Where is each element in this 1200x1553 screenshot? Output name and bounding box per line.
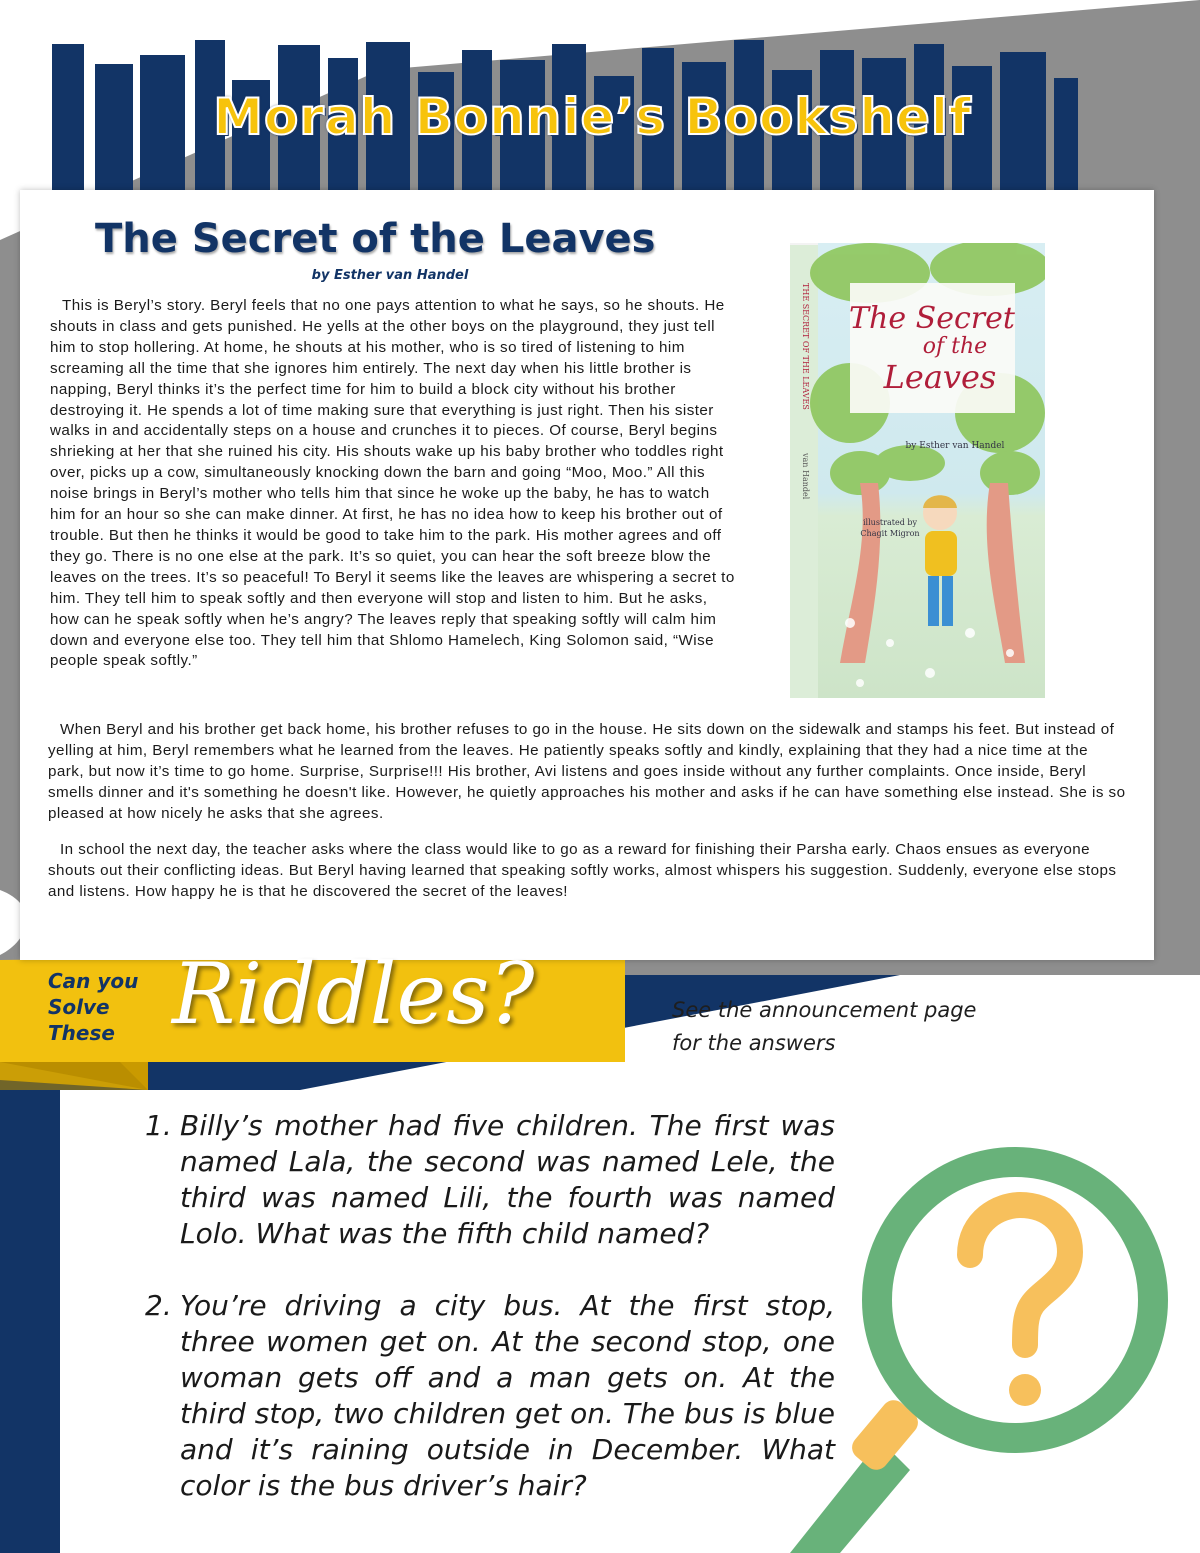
riddle-list xyxy=(145,1108,835,1540)
answers-note: See the announcement page for the answers xyxy=(672,998,977,1055)
cover-title-line1: The Secret xyxy=(849,301,1015,336)
cover-title-line3: Leaves xyxy=(883,358,997,396)
riddles-heading-word: Riddles? xyxy=(172,945,535,1043)
book-title: The Secret of the Leaves xyxy=(95,216,656,262)
riddles-heading-line1: Can you xyxy=(48,969,139,993)
riddles-heading-small xyxy=(48,968,178,1046)
riddles-heading-line3: These xyxy=(48,1021,115,1045)
cover-illustrator-line2: Chagit Migron xyxy=(860,529,920,538)
riddle-number: 2. xyxy=(145,1289,172,1322)
cover-author: by Esther van Handel xyxy=(905,441,1005,451)
riddle-text: Billy’s mother had five children. The first was named Lala, the second was named Lele, the third was named Lili, the fourth was named Lolo. What was the fifth child named? xyxy=(180,1109,835,1250)
riddle-item-1 xyxy=(145,1108,835,1252)
banner-title: Morah Bonnie’s Bookshelf xyxy=(213,88,972,146)
riddle-text: You’re driving a city bus. At the first stop, three women get on. At the second stop, one woman gets off and a man gets on. At the third stop, two children get on. The bus is blue and it’s raining outside in December. What color is the bus driver’s hair? xyxy=(180,1289,835,1502)
story-paragraph-2: When Beryl and his brother get back home, his brother refuses to go in the house. He sits down on the sidewalk and stamps his feet. But instead of yelling at him, Beryl remembers what he learned from the leaves. He patiently speaks softly and kindly, explaining that they had a nice time at the park, but now it’s time to go home. Surprise, Surprise!!! His brother, Avi listens and goes inside without any further complaints. Once inside, Beryl smells dinner and it's something he doesn't like. However, he quietly approaches his mother and asks if he can have something else instead. She is so pleased at how nicely he asks that she agrees. xyxy=(48,721,1126,822)
riddles-heading-line2: Solve xyxy=(48,995,110,1019)
book-author: by Esther van Handel xyxy=(311,268,469,283)
story-paragraph-3: In school the next day, the teacher asks where the class would like to go as a reward for finishing their Parsha early. Chaos ensues as everyone shouts out their conflicting ideas. But Beryl having learned that speaking softly works, almost whispers his suggestion. Suddenly, everyone else stops and listens. How happy he is that he discovered the secret of the leaves! xyxy=(48,841,1117,900)
riddle-number: 1. xyxy=(145,1109,172,1142)
cover-spine-title: THE SECRET OF THE LEAVES xyxy=(801,283,810,410)
riddle-item-2 xyxy=(145,1288,835,1504)
story-paragraph-1: This is Beryl’s story. Beryl feels that no one pays attention to what he says, so he shouts. He shouts in class and gets punished. He yells at the other boys on the playground, they just tell him to stop hollering. At home, he shouts at his mother, who is so tired of listening to him screaming all the time that she ignores him entirely. The next day when his little brother is napping, Beryl thinks it’s the perfect time for him to build a block city without his brother destroying it. He spends a lot of time making sure that everything is just right. Then his sister walks in and accidentally steps on a house and crunches it to pieces. Of course, Beryl begins shrieking at her that she ruined his city. His shouts wake up his baby brother who toddles right over, picks up a cow, simultaneously knocking down the barn and going “Moo, Moo.” All this noise brings in Beryl’s mother who tells him that since he woke up the baby, he has to watch him for an hour so she can make dinner. At first, he has no idea how to keep his brother out of trouble. But then he thinks it would be good to take him to the park. His mother agrees and off they go. There is no one else at the park. It’s so quiet, you can hear the soft breeze blow the leaves on the trees. It’s so peaceful! To Beryl it seems like the leaves are whispering a secret to him. They tell him to speak softly and then everyone will stop and listen to him. But he asks, how can he speak softly when he’s angry? The leaves reply that speaking softly will calm him down and everyone else too. They tell him that Shlomo Hamelech, King Solomon said, “Wise people speak softly.” xyxy=(50,297,735,670)
book-cover-image xyxy=(790,243,1045,698)
cover-spine-author: van Handel xyxy=(801,453,810,500)
cover-title-line2: of the xyxy=(922,334,988,359)
cover-illustrator-line1: illustrated by xyxy=(863,518,917,527)
magnifying-glass-question-icon xyxy=(770,1140,1200,1553)
